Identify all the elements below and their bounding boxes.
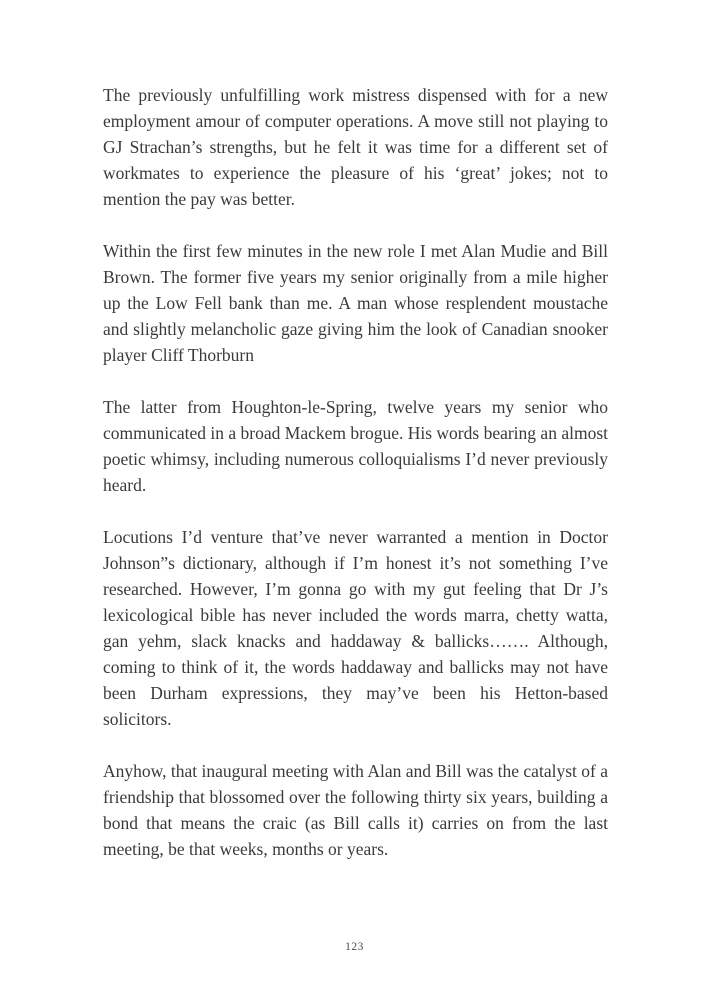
paragraph-3: The latter from Houghton-le-Spring, twelve years my senior who communicated in a broad Mackem brogue. His words bearing an almost poetic whimsy, including numerous colloquialisms I’d never previously heard. bbox=[103, 397, 608, 495]
paragraph-4: Locutions I’d venture that’ve never warranted a mention in Doctor Johnson”s dictionary, although if I’m honest it’s not something I’ve researched. However, I’m gonna go with my gut feeling that Dr J’s lexicological bible has never included the words marra, chetty watta, gan yehm, slack knacks and haddaway & ballicks……. Although, coming to think of it, the words haddaway and ballicks may not have been Durham expressions, they may’ve been his Hetton-based solicitors. bbox=[103, 527, 608, 729]
paragraph-2: Within the first few minutes in the new role I met Alan Mudie and Bill Brown. The former five years my senior originally from a mile higher up the Low Fell bank than me. A man whose resplendent moustache and slightly melancholic gaze giving him the look of Canadian snooker player Cliff Thorburn bbox=[103, 241, 608, 365]
paragraph-1: The previously unfulfilling work mistress dispensed with for a new employment amour of computer operations. A move still not playing to GJ Strachan’s strengths, but he felt it was time for a different set of workmates to experience the pleasure of his ‘great’ jokes; not to mention the pay was better. bbox=[103, 85, 608, 209]
paragraph-5: Anyhow, that inaugural meeting with Alan and Bill was the catalyst of a friendship that blossomed over the following thirty six years, building a bond that means the craic (as Bill calls it) carries on from the last meeting, be that weeks, months or years. bbox=[103, 761, 608, 859]
page-number: 123 bbox=[345, 941, 364, 953]
page-body-text bbox=[103, 82, 608, 862]
